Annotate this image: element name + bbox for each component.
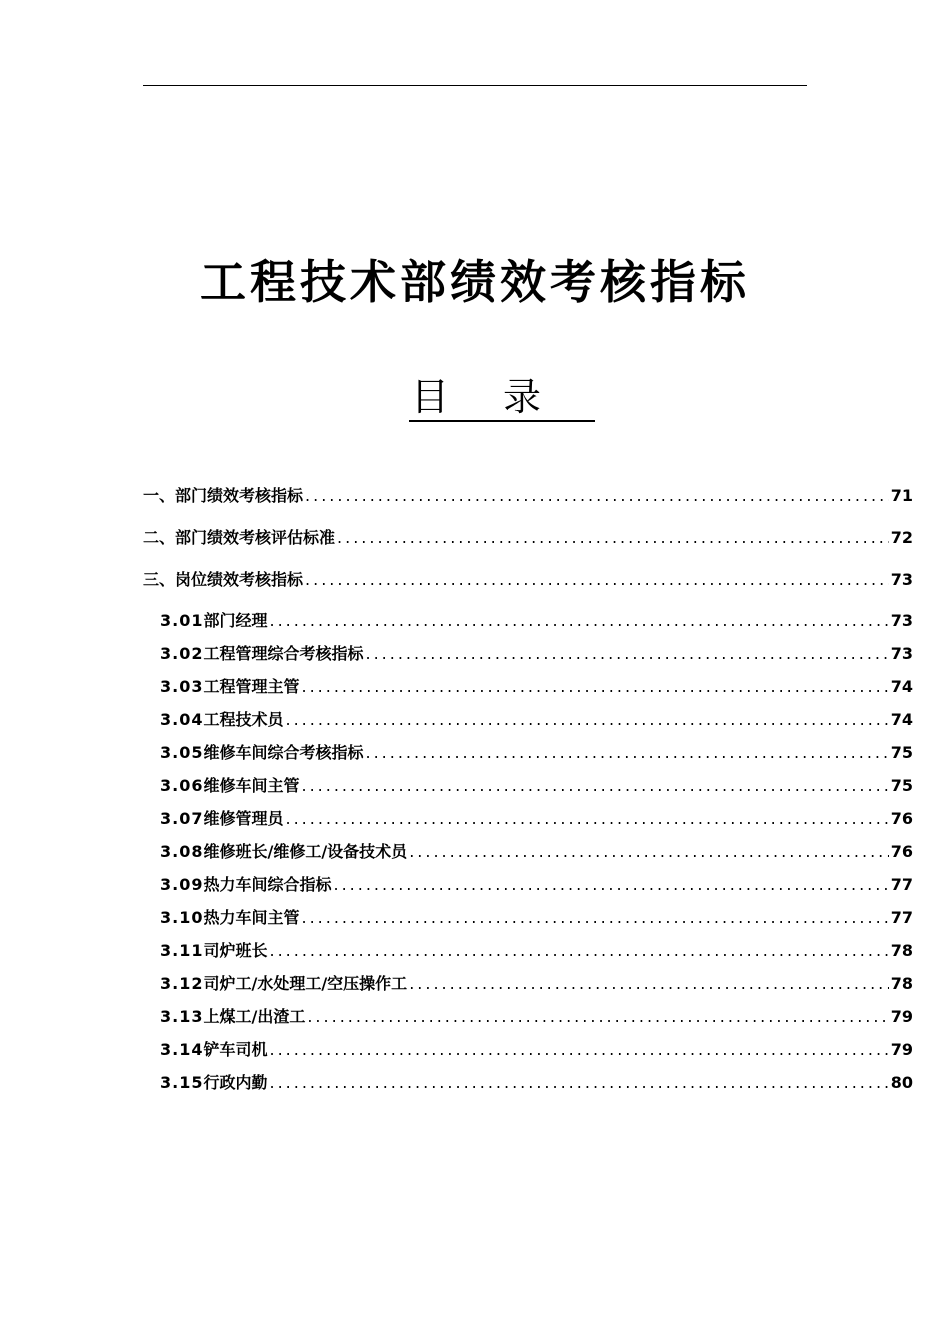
toc-subentry-label: 热力车间综合指标: [203, 875, 332, 894]
toc-subentry-label: 上煤工/出渣工: [203, 1007, 306, 1026]
toc-subentry-label: 司炉工/水处理工/空压操作工: [203, 974, 408, 993]
toc-subentry-label: 行政内勤: [203, 1073, 268, 1092]
toc-heading-text: 目录: [409, 374, 595, 422]
toc-subentry-number: 3.15: [160, 1073, 204, 1092]
toc-subentry-number: 3.13: [160, 1007, 204, 1026]
toc-subentry[interactable]: [143, 703, 913, 736]
toc-entry-label: 三、岗位绩效考核指标: [143, 570, 304, 589]
toc-leader-dots: [268, 934, 889, 967]
toc-subentry-label: 司炉班长: [203, 941, 268, 960]
header-rule: [143, 85, 807, 86]
toc-leader-dots: [335, 520, 889, 556]
toc-subentry-label: 维修管理员: [203, 809, 284, 828]
toc-subentry-page: 77: [890, 875, 913, 894]
toc-subentry-number: 3.10: [160, 908, 204, 927]
toc-subentry-page: 75: [890, 743, 913, 762]
toc-subentry-page: 75: [890, 776, 913, 795]
toc-leader-dots: [305, 1000, 888, 1033]
document-title: 工程技术部绩效考核指标: [200, 255, 750, 309]
toc-entry-page: 73: [890, 570, 913, 589]
toc-subentry-label: 维修班长/维修工/设备技术员: [203, 842, 408, 861]
toc-subentry-label: 维修车间综合考核指标: [203, 743, 364, 762]
toc-subentry-label: 热力车间主管: [203, 908, 300, 927]
toc-subentry-label: 维修车间主管: [203, 776, 300, 795]
toc-subentry[interactable]: [143, 670, 913, 703]
toc-subentry-page: 76: [890, 809, 913, 828]
toc-leader-dots: [284, 703, 889, 736]
toc-subentry[interactable]: [143, 802, 913, 835]
toc-subentry[interactable]: [143, 934, 913, 967]
toc-leader-dots: [407, 967, 889, 1000]
toc-subentry-page: 73: [890, 644, 913, 663]
toc-subentry-number: 3.05: [160, 743, 204, 762]
toc-leader-dots: [332, 868, 889, 901]
toc-heading: [0, 374, 950, 430]
toc-subentry-page: 76: [890, 842, 913, 861]
toc-entry[interactable]: [143, 520, 913, 562]
toc-leader-dots: [268, 604, 889, 637]
toc-subentry[interactable]: [143, 637, 913, 670]
toc-subentry[interactable]: [143, 1066, 913, 1099]
toc-subentry-label: 铲车司机: [203, 1040, 268, 1059]
toc-subentry-number: 3.12: [160, 974, 204, 993]
toc-entry-page: 72: [890, 528, 913, 547]
toc-subentry-page: 78: [890, 941, 913, 960]
toc-leader-dots: [284, 802, 889, 835]
toc-subentry-label: 部门经理: [203, 611, 268, 630]
toc-subentry-page: 74: [890, 710, 913, 729]
toc-subentry-label: 工程管理主管: [203, 677, 300, 696]
toc-subentry[interactable]: [143, 736, 913, 769]
toc-subentry-number: 3.08: [160, 842, 204, 861]
toc-subentry-page: 79: [890, 1040, 913, 1059]
toc-entry[interactable]: [143, 562, 913, 604]
toc-subentry[interactable]: [143, 901, 913, 934]
toc-subentry-number: 3.07: [160, 809, 204, 828]
toc-subentry[interactable]: [143, 967, 913, 1000]
toc-subentry[interactable]: [143, 1000, 913, 1033]
toc-subentry[interactable]: [143, 835, 913, 868]
toc-subentry-label: 工程管理综合考核指标: [203, 644, 364, 663]
toc-subentry[interactable]: [143, 604, 913, 637]
toc-subentry[interactable]: [143, 1033, 913, 1066]
toc-subentry-page: 74: [890, 677, 913, 696]
toc-leader-dots: [300, 670, 889, 703]
toc-subentry-number: 3.03: [160, 677, 204, 696]
toc-leader-dots: [364, 637, 889, 670]
toc-subentry[interactable]: [143, 769, 913, 802]
toc-subentry-number: 3.14: [160, 1040, 204, 1059]
toc-entry-label: 二、部门绩效考核评估标准: [143, 528, 336, 547]
toc-subentry-page: 80: [890, 1073, 913, 1092]
toc-subentry-number: 3.04: [160, 710, 204, 729]
toc-subentry-page: 78: [890, 974, 913, 993]
toc-leader-dots: [268, 1033, 889, 1066]
toc-subentry-page: 73: [890, 611, 913, 630]
toc-leader-dots: [303, 478, 889, 514]
toc-subentry-number: 3.02: [160, 644, 204, 663]
table-of-contents: [143, 478, 913, 1099]
toc-entry[interactable]: [143, 478, 913, 520]
toc-subentry-label: 工程技术员: [203, 710, 284, 729]
toc-subentry-number: 3.01: [160, 611, 204, 630]
toc-subentry-page: 77: [890, 908, 913, 927]
toc-subentry[interactable]: [143, 868, 913, 901]
toc-leader-dots: [303, 562, 889, 598]
toc-leader-dots: [407, 835, 889, 868]
toc-leader-dots: [300, 901, 889, 934]
toc-entry-page: 71: [890, 486, 913, 505]
toc-entry-label: 一、部门绩效考核指标: [143, 486, 304, 505]
toc-leader-dots: [268, 1066, 889, 1099]
toc-leader-dots: [364, 736, 889, 769]
toc-subentry-number: 3.09: [160, 875, 204, 894]
toc-leader-dots: [300, 769, 889, 802]
toc-subentry-page: 79: [890, 1007, 913, 1026]
toc-subentry-number: 3.06: [160, 776, 204, 795]
toc-subentry-number: 3.11: [160, 941, 204, 960]
